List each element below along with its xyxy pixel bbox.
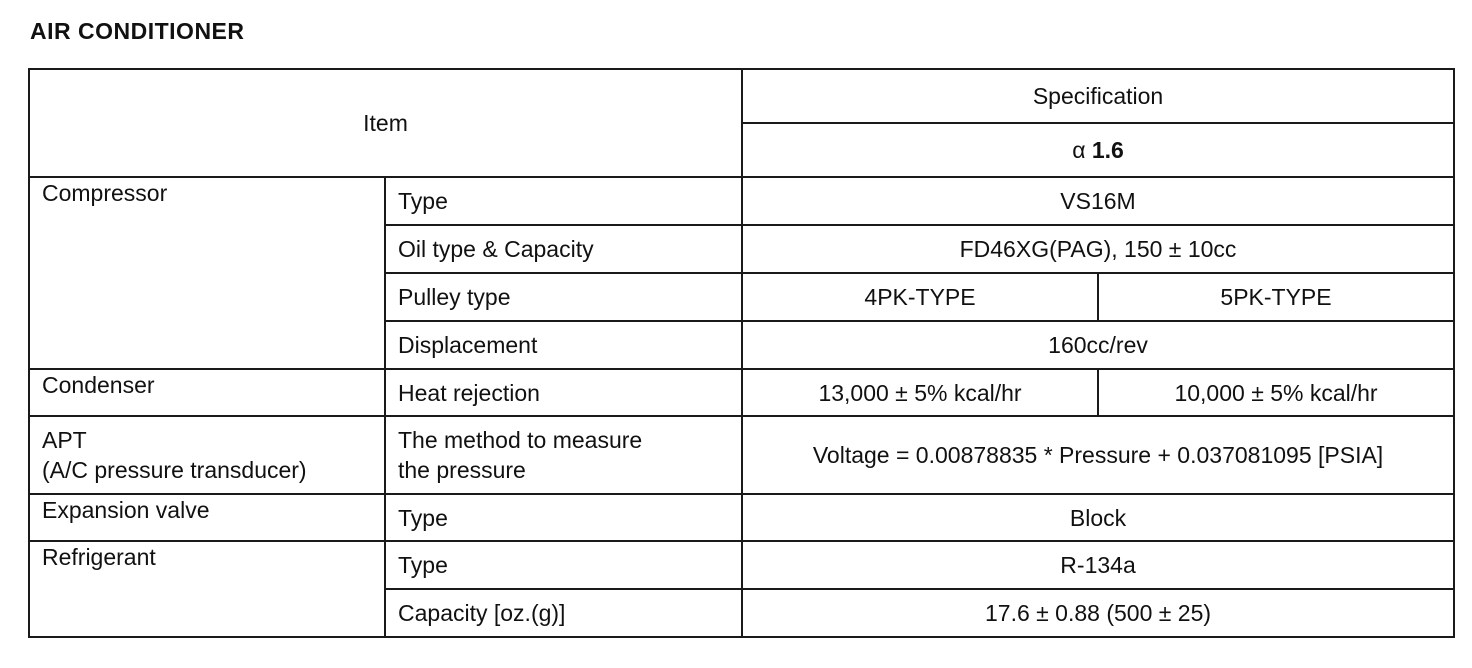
apt-method-label [385, 416, 742, 494]
apt-group-line2: (A/C pressure transducer) [42, 457, 307, 483]
pulley-type-label: Pulley type [385, 273, 742, 321]
compressor-type-label: Type [385, 177, 742, 225]
compressor-group: Compressor [29, 177, 385, 369]
refrigerant-type-label: Type [385, 541, 742, 589]
specification-header: Specification [742, 69, 1454, 123]
table-row [29, 416, 1454, 494]
expansion-valve-type-value: Block [742, 494, 1454, 541]
expansion-valve-type-label: Type [385, 494, 742, 541]
table-row [29, 541, 1454, 589]
table-row [29, 494, 1454, 541]
item-header: Item [29, 69, 742, 177]
condenser-group: Condenser [29, 369, 385, 416]
table-row [29, 177, 1454, 225]
displacement-value: 160cc/rev [742, 321, 1454, 369]
heat-rejection-5pk: 10,000 ± 5% kcal/hr [1098, 369, 1454, 416]
engine-header [742, 123, 1454, 177]
apt-method-line2: the pressure [398, 457, 526, 483]
table-row [29, 369, 1454, 416]
header-row [29, 69, 1454, 123]
heat-rejection-4pk: 13,000 ± 5% kcal/hr [742, 369, 1098, 416]
engine-symbol: α [1072, 137, 1086, 163]
expansion-valve-group: Expansion valve [29, 494, 385, 541]
refrigerant-group: Refrigerant [29, 541, 385, 637]
heat-rejection-label: Heat rejection [385, 369, 742, 416]
pulley-type-5pk: 5PK-TYPE [1098, 273, 1454, 321]
displacement-label: Displacement [385, 321, 742, 369]
refrigerant-capacity-value: 17.6 ± 0.88 (500 ± 25) [742, 589, 1454, 637]
refrigerant-type-value: R-134a [742, 541, 1454, 589]
compressor-type-value: VS16M [742, 177, 1454, 225]
pulley-type-4pk: 4PK-TYPE [742, 273, 1098, 321]
engine-value: 1.6 [1091, 137, 1124, 163]
oil-capacity-label: Oil type & Capacity [385, 225, 742, 273]
document-title: AIR CONDITIONER [30, 18, 245, 44]
apt-group-line1: APT [42, 427, 87, 453]
oil-capacity-value: FD46XG(PAG), 150 ± 10cc [742, 225, 1454, 273]
refrigerant-capacity-label: Capacity [oz.(g)] [385, 589, 742, 637]
apt-method-line1: The method to measure [398, 427, 643, 453]
apt-group [29, 416, 385, 494]
apt-formula-value: Voltage = 0.00878835 * Pressure + 0.037081095 [PSIA] [742, 416, 1454, 494]
spec-table [28, 68, 1455, 638]
